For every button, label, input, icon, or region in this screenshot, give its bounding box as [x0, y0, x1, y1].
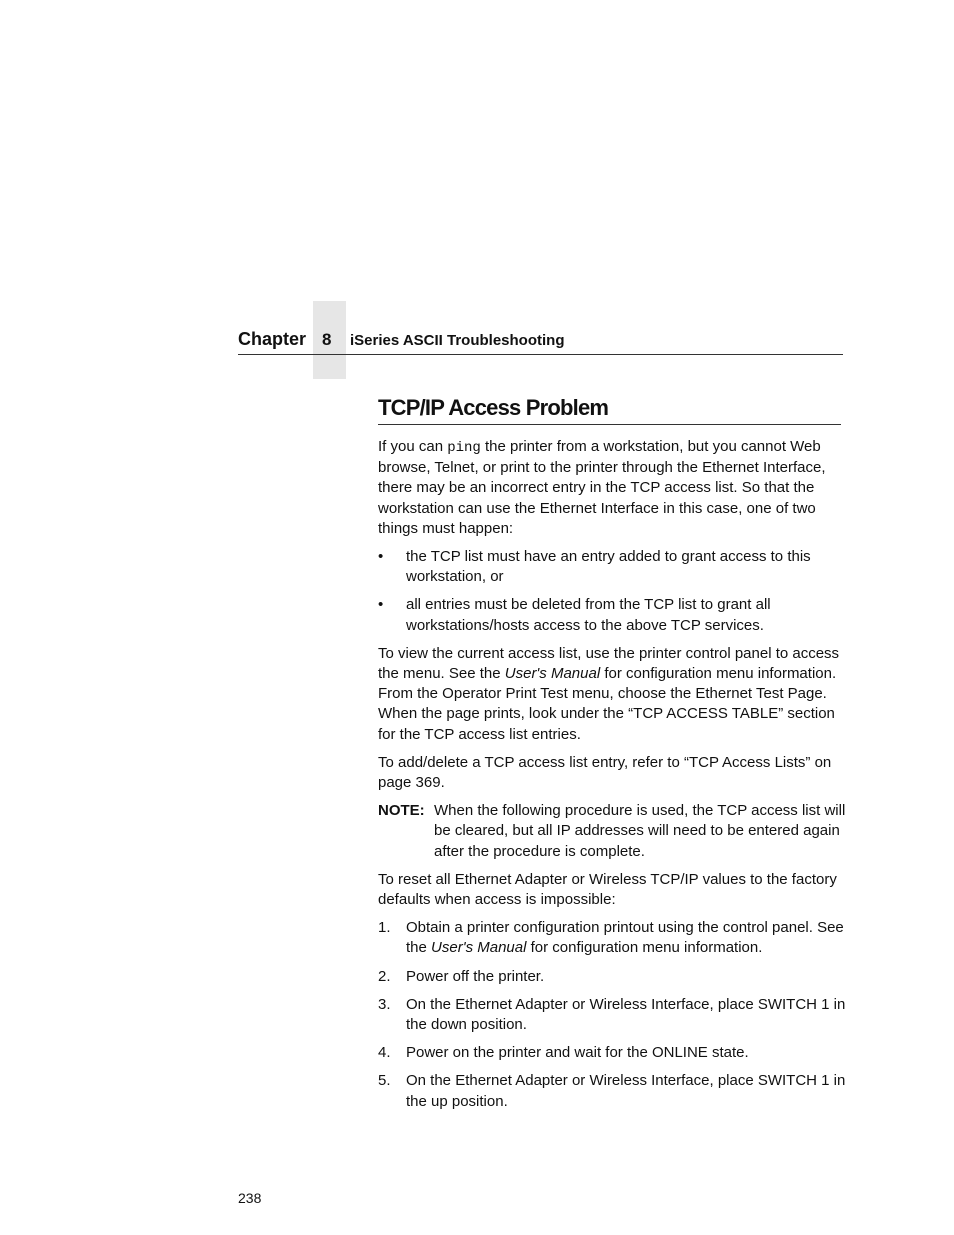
add-delete-paragraph: To add/delete a TCP access list entry, refer to “TCP Access Lists” on page 369.	[378, 753, 832, 792]
step-text: Power off the printer.	[406, 967, 545, 985]
requirements-list	[378, 547, 848, 636]
section-title: TCP/IP Access Problem	[378, 395, 609, 420]
section-divider	[378, 424, 841, 425]
chapter-title: iSeries ASCII Troubleshooting	[350, 332, 565, 349]
note-block	[378, 801, 848, 862]
step-text-end: for configuration menu information.	[526, 939, 763, 957]
chapter-number: 8	[322, 330, 332, 349]
step-number: 2.	[378, 967, 391, 985]
list-item	[378, 547, 848, 587]
body-content	[378, 437, 848, 1120]
step-number: 5.	[378, 1072, 391, 1090]
list-item-text: the TCP list must have an entry added to grant access to this workstation, or	[406, 548, 811, 586]
note-text: When the following procedure is used, the TCP access list will be cleared, but all IP addresses will need to be entered again after the procedure is complete.	[434, 802, 846, 860]
list-item-text: all entries must be deleted from the TCP list to grant all workstations/hosts access to the above TCP services.	[406, 596, 771, 634]
users-manual-reference: User's Manual	[431, 939, 527, 957]
ping-command: ping	[447, 440, 481, 456]
step-number: 4.	[378, 1044, 391, 1062]
step-text: On the Ethernet Adapter or Wireless Interface, place SWITCH 1 in the down position.	[406, 995, 846, 1034]
step-text: On the Ethernet Adapter or Wireless Interface, place SWITCH 1 in the up position.	[406, 1072, 846, 1110]
page-number: 238	[238, 1190, 262, 1206]
step-item	[378, 918, 848, 958]
note-label: NOTE:	[378, 802, 425, 820]
view-access-list-paragraph	[378, 644, 848, 745]
reset-steps-list	[378, 918, 848, 1112]
intro-text-start: If you can	[378, 438, 448, 455]
step-number: 3.	[378, 995, 391, 1013]
step-item	[378, 1071, 848, 1111]
intro-text-end: the printer from a workstation, but you cannot Web browse, Telnet, or print to the printer through the Ethernet Interface, there may be an incorrect entry in the TCP access list. So that the workstation can use the Ethernet Interface in this case, one of two things must happen:	[378, 438, 826, 537]
intro-paragraph	[378, 437, 848, 539]
step-text: Power on the printer and wait for the ONLINE state.	[406, 1044, 749, 1062]
users-manual-reference: User's Manual	[504, 665, 601, 683]
chapter-label: Chapter	[238, 329, 307, 349]
header-divider	[238, 354, 843, 355]
view-text-start: To view the current access list, use the printer control panel to access the menu. See the	[378, 644, 840, 683]
step-item	[378, 1043, 848, 1063]
list-item	[378, 595, 848, 635]
bullet-marker: •	[378, 596, 384, 614]
view-text-end: for configuration menu information. From the Operator Print Test menu, choose the Ethernet Test Page. When the page prints, look under the “TCP ACCESS TABLE” section for the TCP access list entries.	[378, 665, 837, 743]
step-item	[378, 995, 848, 1035]
reset-paragraph: To reset all Ethernet Adapter or Wireless TCP/IP values to the factory defaults when access is impossible:	[378, 870, 837, 909]
step-number: 1.	[378, 919, 391, 937]
step-item	[378, 967, 848, 987]
step-text-start: Obtain a printer configuration printout using the control panel. See the	[406, 919, 844, 957]
bullet-marker: •	[378, 548, 384, 566]
